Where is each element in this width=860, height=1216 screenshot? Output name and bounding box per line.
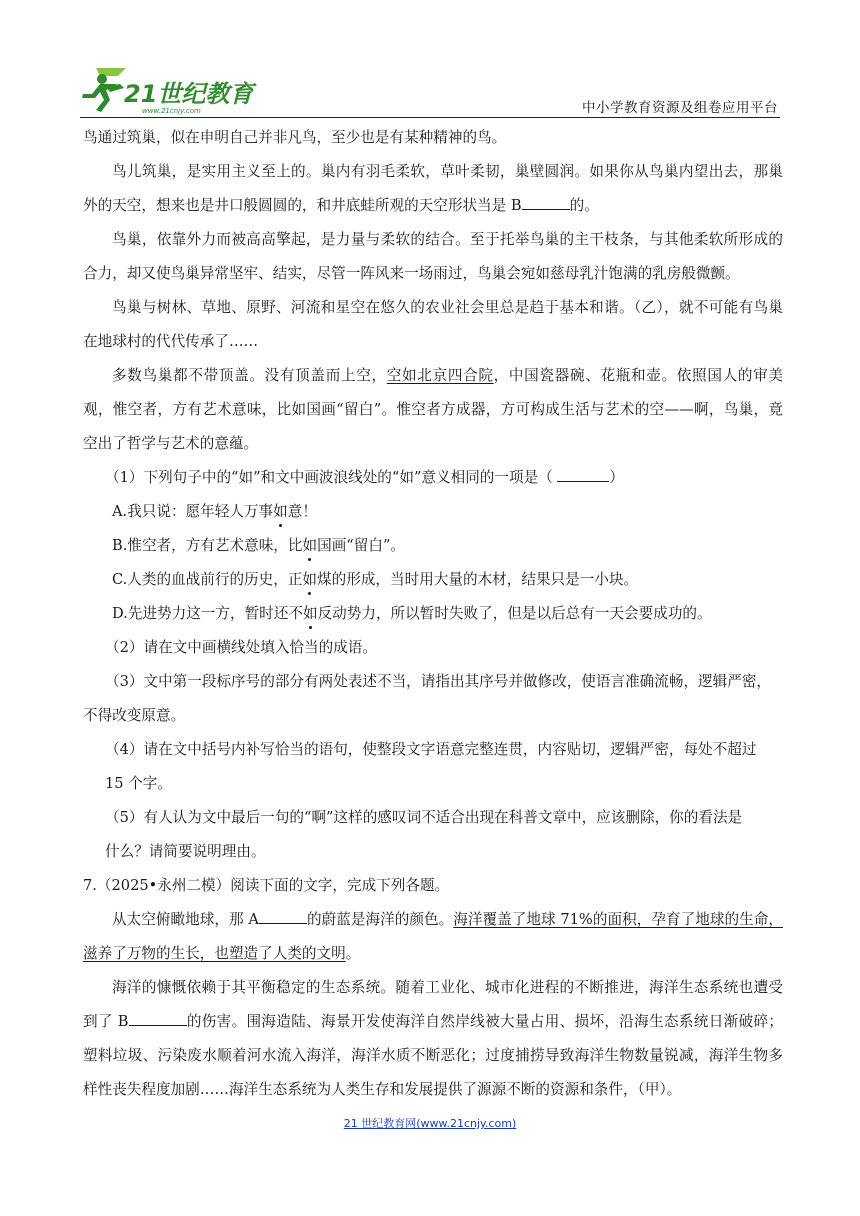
underlined-phrase: 空如北京四合院 xyxy=(386,367,494,384)
question-2: （2）请在文中画横线处填入恰当的成语。 xyxy=(105,639,377,656)
question-5: （5）有人认为文中最后一句的“啊”这样的感叹词不适合出现在科普文章中，应该删除，你的看法是 xyxy=(105,809,743,826)
logo-text: 21世纪教育 xyxy=(124,80,254,108)
problem-7-heading: 7.（2025•永州二模）阅读下面的文字，完成下列各题。 xyxy=(83,877,450,894)
passage-paragraph: 鸟通过筑巢，似在申明自己并非凡鸟，至少也是有某种精神的鸟。 xyxy=(83,129,507,146)
logo-url: www.21cnjy.com xyxy=(142,107,201,115)
passage-paragraph: 鸟儿筑巢，是实用主义至上的。巢内有羽毛柔软，草叶柔韧，巢壁圆润。如果你从鸟巢内望出去，那巢外的天空，想来也是井口般圆圆的，和井底蛙所观的天空形状当是 B 的。 xyxy=(83,163,783,214)
emphasis-dot: 如 xyxy=(302,571,318,588)
passage-paragraph: 鸟巢，依靠外力而被高高擎起，是力量与柔软的结合。至于托举鸟巢的主干枝条，与其他柔软所形成的合力，却又使鸟巢异常坚牢、结实，尽管一阵风来一场雨过，鸟巢会宛如慈母乳汁饱满的乳房般微颤。 xyxy=(83,231,783,282)
fill-blank xyxy=(129,1010,187,1026)
option-c: C.人类的血战前行的历史，正如煤的形成，当时用大量的木材，结果只是一小块。 xyxy=(112,571,639,588)
footer-link[interactable]: 21 世纪教育网(www.21cnjy.com) xyxy=(343,1117,517,1130)
question-4: （4）请在文中括号内补写恰当的语句，使整段文字语意完整连贯，内容贴切，逻辑严密，每处不超过 xyxy=(105,741,757,758)
underlined-sentence: 海洋覆盖了地球 71%的面积，孕育了地球的生 xyxy=(453,911,754,928)
page-header xyxy=(80,66,780,118)
platform-name: 中小学教育资源及组卷应用平台 xyxy=(582,100,778,116)
passage-paragraph: 多数鸟巢都不带顶盖。没有顶盖而上空，空如北京四合院，中国瓷器碗、花瓶和壶。依照国人的审美观，惟空者，方有艺术意味，比如国画“留白”。惟空者方成器，方可构成生活与艺术的空——啊，鸟巢，竟空出了哲学与艺术的意蕴。 xyxy=(83,367,783,452)
option-a: A.我只说：愿年轻人万事如意！ xyxy=(112,503,317,520)
passage-paragraph: 海洋的慷慨依赖于其平衡稳定的生态系统。随着工业化、城市化进程的不断推进，海洋生态系统也遭受到了 B 的伤害。围海造陆、海景开发使海洋自然岸线被大量占用、损坏，沿海生态系统日渐破碎；塑料垃圾、污染废水顺着河水流入海洋，海洋水质不断恶化；过度捕捞导致海洋生物数量锐减，海洋生物多样性丧失程度加剧……海洋生态系统为人类生存和发展提供了源源不断的资源和条件，（甲）。 xyxy=(83,979,783,1098)
option-d: D.先进势力这一方，暂时还不如反动势力，所以暂时失败了，但是以后总有一天会要成功的。 xyxy=(112,605,712,622)
fill-blank xyxy=(259,908,307,924)
answer-blank xyxy=(557,466,609,482)
page-footer xyxy=(0,1112,860,1131)
emphasis-dot: 如 xyxy=(302,537,318,554)
runner-logo-icon xyxy=(80,66,270,116)
passage-paragraph: 从太空俯瞰地球，那 A 的蔚蓝是海洋的颜色。海洋覆盖了地球 71%的面积，孕育了地球的生命，滋养了万物的生长，也塑造了人类的文明。 xyxy=(83,903,783,971)
emphasis-dot: 如 xyxy=(302,605,318,622)
option-b: B.惟空者，方有艺术意味，比如国画“留白”。 xyxy=(112,537,406,554)
passage-paragraph: 鸟巢与树林、草地、原野、河流和星空在悠久的农业社会里总是趋于基本和谐。（乙），就不可能有鸟巢在地球村的代代传承了…… xyxy=(83,299,783,350)
question-5-cont: 什么？请简要说明理由。 xyxy=(105,843,266,860)
document-body xyxy=(83,121,783,1107)
question-1: （1）下列句子中的“如”和文中画波浪线处的“如”意义相同的一项是（ ） xyxy=(83,461,783,495)
question-3: （3）文中第一段标序号的部分有两处表述不当，请指出其序号并做修改，使语言准确流畅，逻辑严密， xyxy=(105,673,772,690)
question-3-cont: 不得改变原意。 xyxy=(83,707,186,724)
question-4-cont: 15 个字。 xyxy=(105,775,172,792)
emphasis-dot: 如 xyxy=(273,503,288,520)
fill-blank xyxy=(522,194,570,210)
site-logo[interactable] xyxy=(80,66,270,116)
header-divider xyxy=(80,117,780,118)
underlined-sentence: 命，滋养了万物的生长，也塑造了人类的文明 xyxy=(83,911,783,962)
